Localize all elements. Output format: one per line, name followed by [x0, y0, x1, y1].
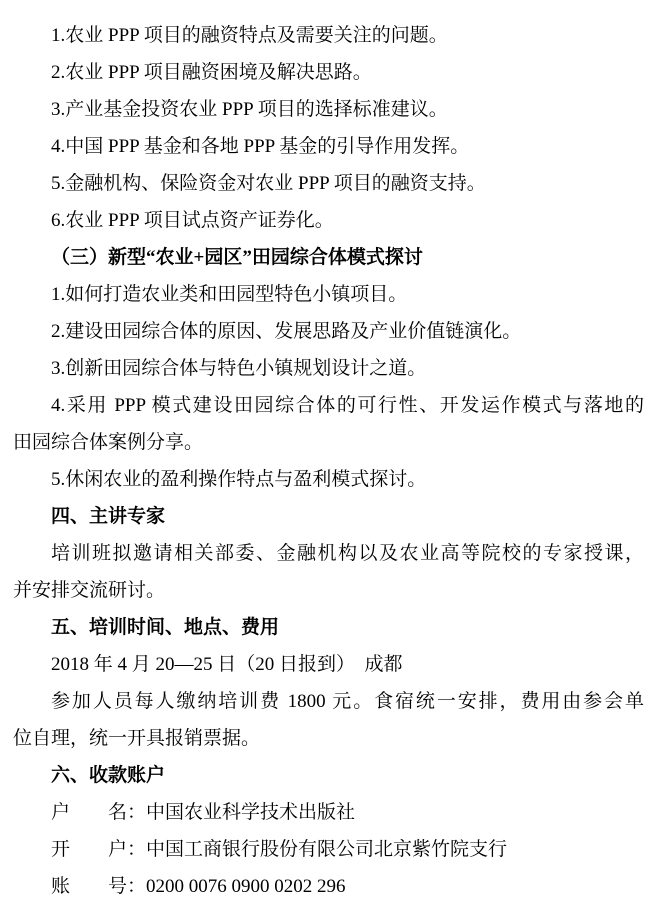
list-item: 3.创新田园综合体与特色小镇规划设计之道。 [51, 358, 427, 379]
list-item: 6.农业 PPP 项目试点资产证券化。 [51, 210, 334, 231]
section-heading-5: 五、培训时间、地点、费用 [51, 617, 280, 638]
section-heading-3: （三）新型“农业+园区”田园综合体模式探讨 [51, 247, 423, 268]
body-text: 培训班拟邀请相关部委、金融机构以及农业高等院校的专家授课， [51, 543, 644, 564]
list-item: 2.建设田园综合体的原因、发展思路及产业价值链演化。 [51, 321, 522, 342]
list-item: 1.农业 PPP 项目的融资特点及需要关注的问题。 [51, 25, 448, 46]
fee-text: 参加人员每人缴纳培训费 1800 元。食宿统一安排，费用由参会单 [51, 691, 644, 712]
list-item: 1.如何打造农业类和田园型特色小镇项目。 [51, 284, 408, 305]
list-item: 5.金融机构、保险资金对农业 PPP 项目的融资支持。 [51, 173, 486, 194]
list-item: 2.农业 PPP 项目融资困境及解决思路。 [51, 62, 372, 83]
section-heading-6: 六、收款账户 [51, 765, 166, 786]
account-number-field: 账 号：0200 0076 0900 0202 296 [51, 876, 346, 897]
list-item: 3.产业基金投资农业 PPP 项目的选择标准建议。 [51, 99, 448, 120]
account-name-field: 户 名：中国农业科学技术出版社 [51, 802, 356, 823]
fee-text-continuation: 位自理，统一开具报销票据。 [13, 728, 261, 749]
account-bank-field: 开 户：中国工商银行股份有限公司北京紫竹院支行 [51, 839, 508, 860]
body-text-continuation: 并安排交流研讨。 [13, 580, 166, 601]
list-item: 4.中国 PPP 基金和各地 PPP 基金的引导作用发挥。 [51, 136, 470, 157]
list-item: 4.采用 PPP 模式建设田园综合体的可行性、开发运作模式与落地的 [51, 395, 644, 416]
list-item: 5.休闲农业的盈利操作特点与盈利模式探讨。 [51, 469, 427, 490]
list-item-continuation: 田园综合体案例分享。 [13, 432, 204, 453]
section-heading-4: 四、主讲专家 [51, 506, 166, 527]
training-date-location: 2018 年 4 月 20—25 日（20 日报到） 成都 [51, 654, 403, 675]
